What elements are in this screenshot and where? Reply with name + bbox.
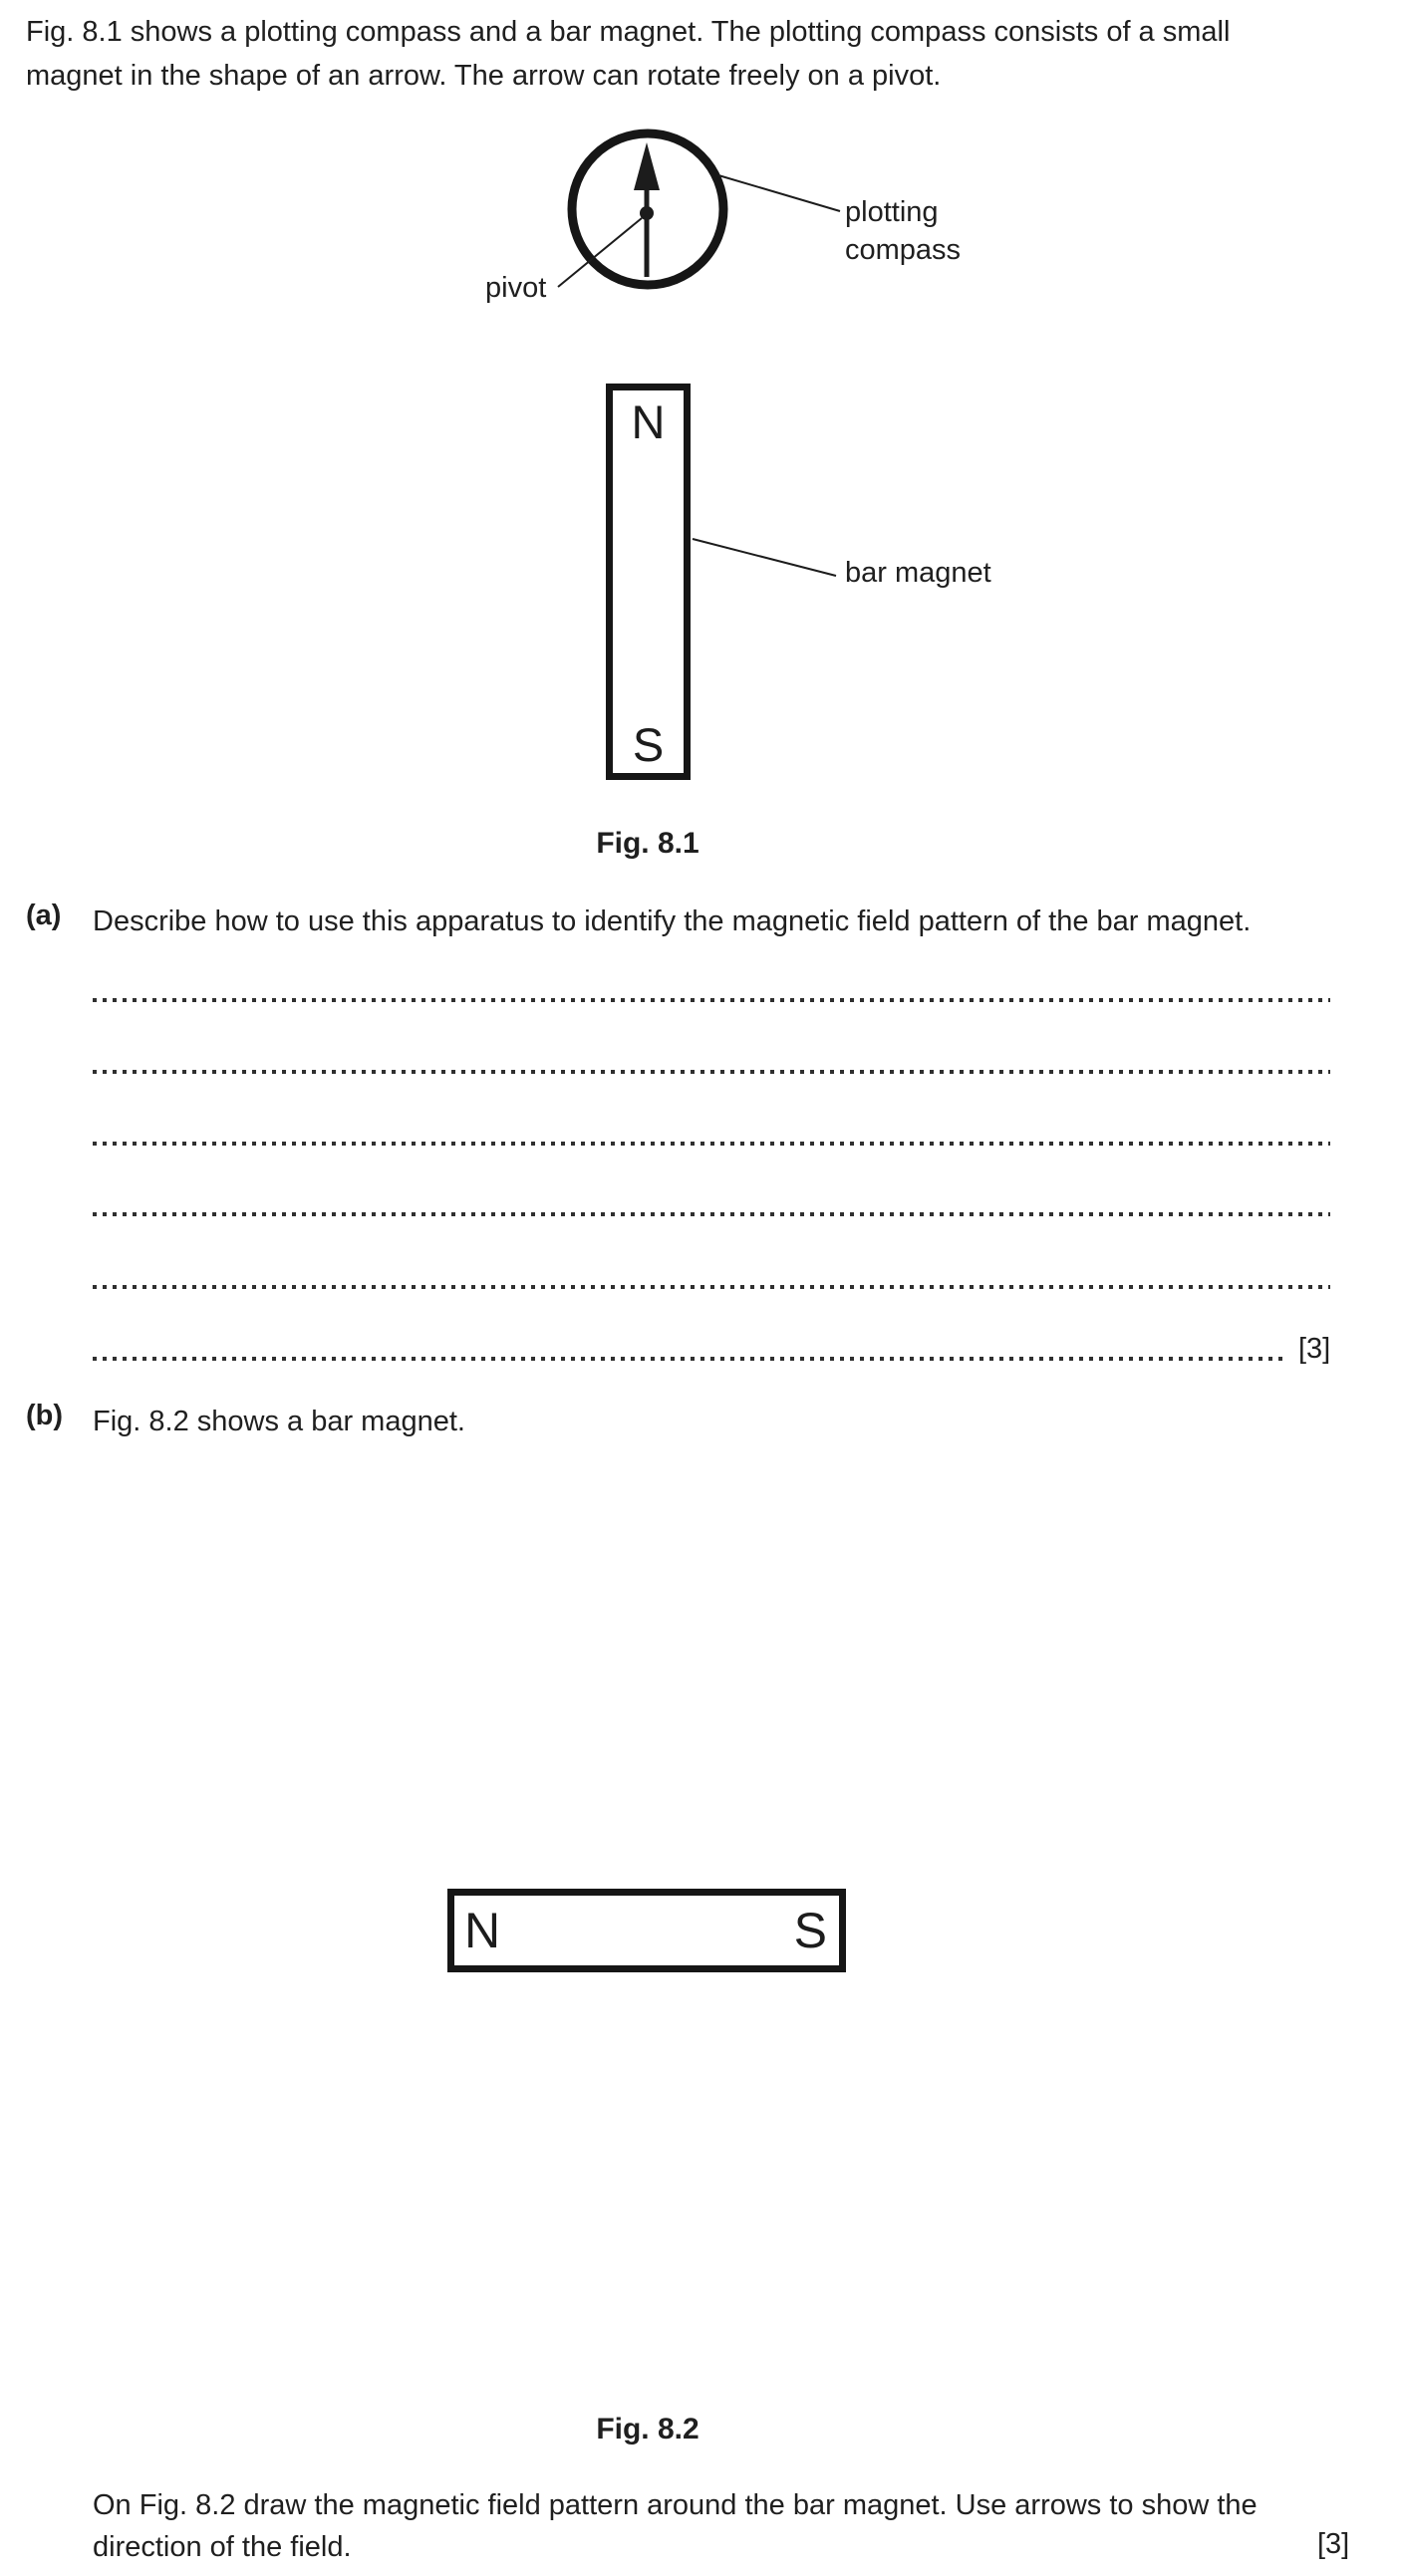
fig2-north-pole-label: N [464,1903,501,1958]
part-b-instruction [93,2484,1258,2568]
answer-line-3 [93,1142,1330,1146]
compass-needle-arrowhead-icon [634,142,660,190]
vertical-bar-magnet [606,384,691,780]
plotting-compass-label-line2: compass [845,234,962,266]
fig1-north-pole-label: N [631,395,666,448]
part-a-marks: [3] [1298,1333,1331,1365]
intro-paragraph [26,10,1230,98]
instruction-line-1: On Fig. 8.2 draw the magnetic field pattern around the bar magnet. Use arrows to show the [93,2489,1258,2521]
fig2-south-pole-label: S [793,1903,827,1958]
instruction-line-2: direction of the field. [93,2531,352,2563]
answer-line-6 [93,1357,1288,1361]
answer-line-5 [93,1285,1330,1289]
part-a-question: Describe how to use this apparatus to identify the magnetic field pattern of the bar magnet. [93,905,1252,937]
plotting-compass-label [845,193,961,269]
answer-line-1 [93,998,1330,1002]
plotting-compass-label-line1: plotting [845,196,939,228]
answer-line-2 [93,1070,1330,1074]
part-b-intro: Fig. 8.2 shows a bar magnet. [93,1406,465,1437]
compass-needle-shaft [645,189,650,277]
pivot-dot [640,206,654,220]
answer-line-4 [93,1212,1330,1216]
fig1-south-pole-label: S [632,718,665,772]
pivot-label: pivot [485,272,547,304]
bar-magnet-label: bar magnet [845,557,991,589]
leader-line-bar-magnet [693,539,836,576]
intro-line-2: magnet in the shape of an arrow. The arrow can rotate freely on a pivot. [26,60,942,92]
horizontal-bar-magnet [447,1889,846,1972]
intro-line-1: Fig. 8.1 shows a plotting compass and a bar magnet. The plotting compass consists of a small [26,16,1231,48]
fig1-caption: Fig. 8.1 [596,827,700,860]
leader-line-plotting-compass [718,175,840,211]
part-a-marker: (a) [26,900,62,931]
part-b-marker: (b) [26,1400,64,1431]
fig2-caption: Fig. 8.2 [596,2413,700,2446]
part-b-marks: [3] [1317,2528,1350,2560]
